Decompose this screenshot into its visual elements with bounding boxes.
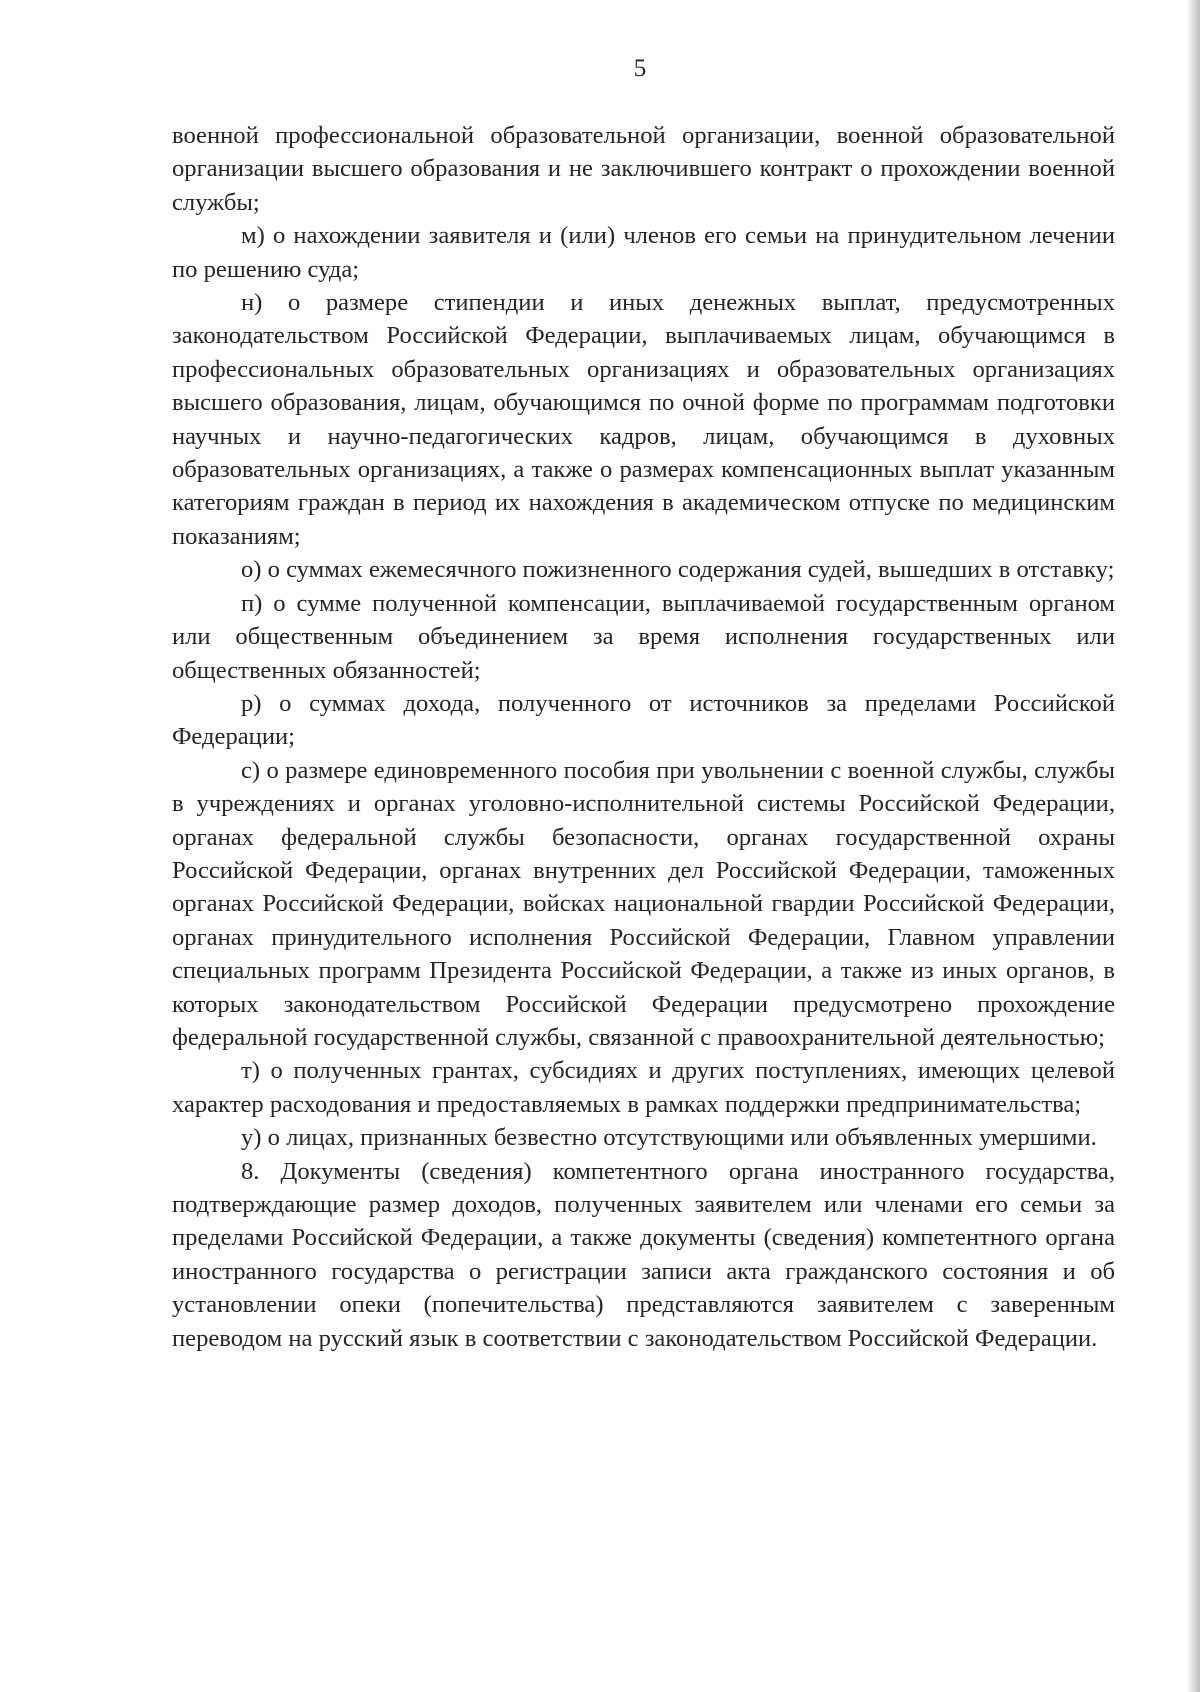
paragraph-item-r: р) о суммах дохода, полученного от источников за пределами Российской Федерации; — [172, 689, 1115, 751]
page-number: 5 — [633, 55, 647, 82]
paragraph-item-m: м) о нахождении заявителя и (или) членов его семьи на принудительном лечении по решению суда; — [172, 222, 1115, 283]
paragraph-continuation: военной профессиональной образовательной организации, военной образовательной организации высшего образования и не заключившего контракт о прохождении военной службы; — [172, 122, 1115, 216]
paragraph-item-o: о) о суммах ежемесячного пожизненного содержания судей, вышедших в отставку; — [241, 556, 1115, 584]
body-text — [172, 119, 1115, 1355]
paragraph-item-t: т) о полученных грантах, субсидиях и других поступлениях, имеющих целевой характер расходования и предоставляемых в рамках поддержки предпринимательства; — [172, 1057, 1115, 1118]
paragraph-item-u: у) о лицах, признанных безвестно отсутствующими или объявленных умершими. — [241, 1124, 1097, 1152]
page-edge-shadow — [1186, 0, 1200, 1692]
paragraph-item-p: п) о сумме полученной компенсации, выплачиваемой государственным органом или общественным объединением за время исполнения государственных или общественных обязанностей; — [172, 589, 1115, 684]
paragraph-item-s: с) о размере единовременного пособия при увольнении с военной службы, службы в учреждениях и органах уголовно-исполнительной системы Российской Федерации, органах федеральной службы безопасности, органах государственной охраны Российской Федерации, органах внутренних дел Российской Федерации, таможенных органах Российской Федерации, войсках национальной гвардии Российской Федерации, органах принудительного исполнения Российской Федерации, Главном управлении специальных программ Президента Российской Федерации, а также из иных органов, в которых законодательством Российской Федерации предусмотрено прохождение федеральной государственной службы, связанной с правоохранительной деятельностью; — [172, 756, 1115, 1051]
paragraph-section-8: 8. Документы (сведения) компетентного органа иностранного государства, подтверждающие размер доходов, полученных заявителем или членами его семьи за пределами Российской Федерации, а также документы (сведения) компетентного органа иностранного государства о регистрации записи акта гражданского состояния и об установлении опеки (попечительства) представляются заявителем с заверенным переводом на русский язык в соответствии с законодательством Российской Федерации. — [172, 1157, 1115, 1352]
paragraph-item-n: н) о размере стипендии и иных денежных выплат, предусмотренных законодательством Российской Федерации, выплачиваемых лицам, обучающимся в профессиональных образовательных организациях и образовательных организациях высшего образования, лицам, обучающимся по очной форме по программам подготовки научных и научно-педагогических кадров, лицам, обучающимся в духовных образовательных организациях, а также о размерах компенсационных выплат указанным категориям граждан в период их нахождения в академическом отпуске по медицинским показаниям; — [172, 289, 1115, 550]
